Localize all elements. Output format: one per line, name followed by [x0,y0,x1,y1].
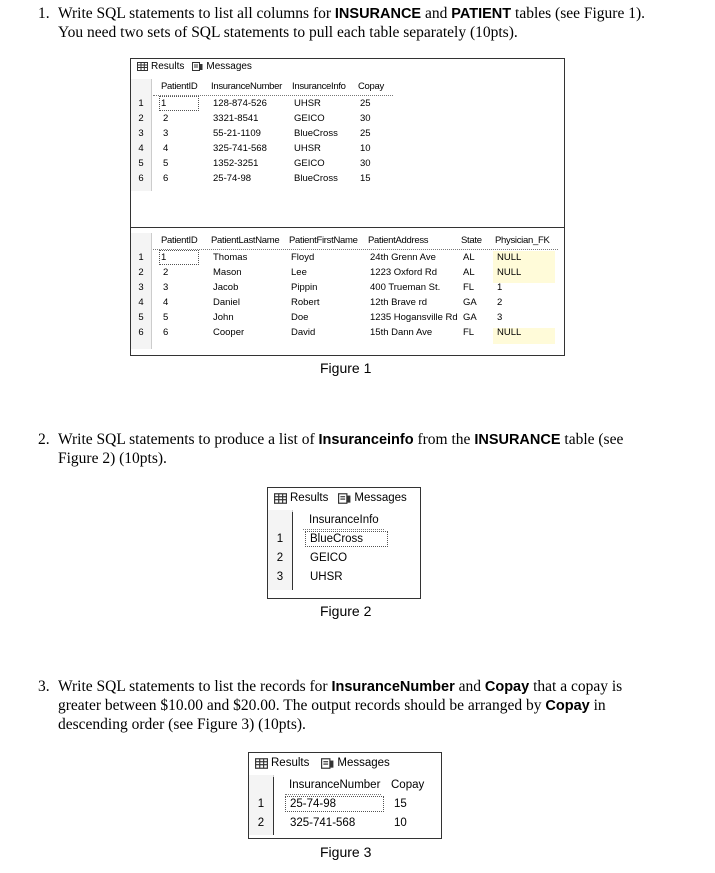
cell[interactable]: BlueCross [294,128,338,139]
cell[interactable]: 3 [163,282,169,293]
row-number: 1 [138,252,144,263]
row-number: 3 [138,282,144,293]
grid-icon [274,493,287,504]
table-row[interactable] [131,158,396,173]
cell[interactable]: 128-874-526 [213,98,267,109]
cell[interactable]: 3 [497,312,503,323]
cell[interactable]: 3321-8541 [213,113,259,124]
text-segment: tables (see Figure 1). [511,5,646,22]
messages-tab[interactable] [192,61,252,72]
header-divider [285,794,381,795]
patient-grid [131,233,564,353]
column-header[interactable]: InsuranceNumber [289,779,381,791]
cell[interactable]: 5 [163,158,169,169]
column-header[interactable]: State [461,235,482,246]
cell[interactable]: 1 [161,252,197,263]
results-tab-label: Results [271,757,310,769]
row-number: 5 [138,158,144,169]
grid-icon [137,62,148,71]
cell[interactable]: BlueCross [294,173,338,184]
cell[interactable]: 10 [394,817,407,829]
cell[interactable]: FL [463,282,475,293]
column-header[interactable]: PatientFirstName [289,235,358,246]
question-1 [38,4,678,44]
results-tab-label: Results [290,492,329,504]
cell[interactable]: 325-741-568 [290,817,356,829]
cell[interactable]: Robert [291,297,320,308]
table-row[interactable] [249,817,441,836]
cell[interactable]: 55-21-1109 [213,128,261,139]
row-number: 1 [138,98,144,109]
row-number: 2 [138,113,144,124]
text-segment: that a copay is [529,678,623,695]
cell[interactable]: UHSR [310,571,343,583]
text-segment: Write SQL statements to list all columns for [58,5,335,22]
row-number: 5 [138,312,144,323]
cell[interactable]: 2 [163,113,169,124]
cell[interactable]: 1 [161,98,197,109]
cell[interactable]: 4 [163,143,169,154]
messages-icon [192,62,203,71]
cell[interactable]: 10 [360,143,371,154]
table-row[interactable] [131,173,396,188]
table-row[interactable] [131,312,564,327]
cell[interactable]: GA [463,297,477,308]
figure-3-results-panel [248,752,442,839]
text-segment: and [421,5,452,22]
messages-tab[interactable] [321,757,389,769]
cell[interactable]: Cooper [213,327,245,338]
row-number: 4 [138,297,144,308]
row-number: 1 [276,533,284,545]
cell[interactable]: 12th Brave rd [370,297,428,308]
row-number: 2 [276,552,284,564]
table-row[interactable] [131,282,564,297]
question-2 [38,430,678,470]
cell[interactable]: 15 [360,173,371,184]
cell[interactable]: 25-74-98 [287,798,382,810]
figure-2-results-panel [267,487,421,599]
column-header[interactable]: InsuranceNumber [211,81,283,92]
cell[interactable]: Pippin [291,282,318,293]
cell[interactable]: NULL [497,327,522,338]
messages-tab-label: Messages [354,492,407,504]
messages-tab[interactable] [338,492,406,504]
cell[interactable]: 6 [163,173,169,184]
table-row[interactable] [131,143,396,158]
cell[interactable]: Jacob [213,282,239,293]
results-tab[interactable] [137,61,184,72]
column-header[interactable]: PatientAddress [368,235,429,246]
cell[interactable]: FL [463,327,475,338]
cell[interactable]: AL [463,267,475,278]
figure-1-caption: Figure 1 [320,360,372,376]
question-3 [38,677,678,737]
table-row[interactable] [268,571,420,590]
text-segment: from the [413,431,475,448]
cell[interactable]: 3 [163,128,169,139]
question-number: 3. [38,678,50,695]
row-number: 1 [257,798,265,810]
result-tabs [274,492,415,504]
header-divider [153,95,393,96]
column-header[interactable]: InsuranceInfo [309,514,379,526]
cell[interactable]: NULL [497,267,522,278]
cell[interactable]: GA [463,312,477,323]
text-segment: and [454,678,485,695]
row-number: 2 [138,267,144,278]
cell[interactable]: Daniel [213,297,240,308]
cell[interactable]: Doe [291,312,309,323]
cell[interactable]: UHSR [294,143,321,154]
header-row [131,81,396,95]
bold-term: PATIENT [451,6,512,22]
result-tabs [255,757,398,769]
bold-term: InsuranceNumber [331,679,455,695]
cell[interactable]: David [291,327,316,338]
figure-3-caption: Figure 3 [320,844,372,860]
table-row[interactable] [131,297,564,312]
grid-separator [131,227,564,228]
table-row[interactable] [131,98,396,113]
row-number: 3 [138,128,144,139]
results-tab[interactable] [274,492,328,504]
bold-term: INSURANCE [474,432,561,448]
text-line: You need two sets of SQL statements to pull each table separately (10pts). [58,24,518,41]
cell[interactable]: 25-74-98 [213,173,252,184]
cell[interactable]: 2 [497,297,503,308]
cell[interactable]: BlueCross [307,533,386,545]
row-number: 6 [138,173,144,184]
copay-grid [249,775,441,837]
table-row[interactable] [131,113,396,128]
question-number: 1. [38,5,50,22]
table-row[interactable] [249,798,441,817]
cell[interactable]: 15 [394,798,407,810]
header-row [131,235,564,249]
cell[interactable]: 25 [360,128,371,139]
table-row[interactable] [131,327,564,342]
cell[interactable]: 325-741-568 [213,143,267,154]
row-number: 3 [276,571,284,583]
result-tabs [137,61,260,72]
cell[interactable]: 1235 Hogansville Rd [370,312,458,323]
cell[interactable]: 15th Dann Ave [370,327,433,338]
row-number: 4 [138,143,144,154]
insurance-grid [131,79,396,249]
header-divider [303,529,384,530]
cell[interactable]: 6 [163,327,169,338]
cell[interactable]: Floyd [291,252,315,263]
text-line: Figure 2) (10pts). [58,450,167,467]
messages-icon [321,758,334,769]
cell[interactable]: GEICO [310,552,348,564]
column-header[interactable]: Physician_FK [495,235,550,246]
text-segment: in [589,697,606,714]
results-tab[interactable] [255,757,309,769]
column-header[interactable]: Copay [358,81,384,92]
table-row[interactable] [131,267,564,282]
cell[interactable]: Lee [291,267,307,278]
bold-term: Copay [484,679,530,695]
cell[interactable]: NULL [497,252,522,263]
table-row[interactable] [268,533,420,552]
row-number: 6 [138,327,144,338]
results-tab-label: Results [151,61,185,72]
cell[interactable]: 5 [163,312,169,323]
cell[interactable]: 30 [360,113,371,124]
cell[interactable]: UHSR [294,98,321,109]
text-segment: Write SQL statements to produce a list of [58,431,319,448]
bold-term: INSURANCE [334,6,422,22]
cell[interactable]: GEICO [294,113,325,124]
grid-icon [255,758,268,769]
cell[interactable]: 24th Grenn Ave [370,252,436,263]
column-header[interactable]: PatientID [161,235,198,246]
text-line: descending order (see Figure 3) (10pts). [58,716,306,733]
cell[interactable]: 25 [360,98,371,109]
column-header[interactable]: InsuranceInfo [292,81,346,92]
cell[interactable]: 4 [163,297,169,308]
figure-2-caption: Figure 2 [320,603,372,619]
table-row[interactable] [131,128,396,143]
cell[interactable]: AL [463,252,475,263]
cell[interactable]: 1352-3251 [213,158,259,169]
messages-tab-label: Messages [206,61,252,72]
cell[interactable]: GEICO [294,158,325,169]
cell[interactable]: 1 [497,282,503,293]
cell[interactable]: 1223 Oxford Rd [370,267,438,278]
cell[interactable]: 2 [163,267,169,278]
table-row[interactable] [268,552,420,571]
insurance-info-grid [268,510,420,596]
cell[interactable]: John [213,312,234,323]
messages-icon [338,493,351,504]
question-number: 2. [38,431,50,448]
cell[interactable]: Thomas [213,252,248,263]
bold-term: Copay [545,698,590,714]
text-segment: table (see [560,431,624,448]
text-segment: greater between $10.00 and $20.00. The output records should be arranged by [58,697,546,714]
cell[interactable]: Mason [213,267,242,278]
column-header[interactable]: PatientLastName [211,235,280,246]
bold-term: Insuranceinfo [318,432,414,448]
cell[interactable]: 400 Trueman St. [370,282,441,293]
row-number: 2 [257,817,265,829]
text-segment: Write SQL statements to list the records for [58,678,332,695]
table-row[interactable] [131,252,564,267]
header-divider [153,249,558,250]
cell[interactable]: 30 [360,158,371,169]
column-header[interactable]: PatientID [161,81,198,92]
figure-1-results-panel [130,58,565,356]
messages-tab-label: Messages [337,757,390,769]
column-header[interactable]: Copay [391,779,425,791]
